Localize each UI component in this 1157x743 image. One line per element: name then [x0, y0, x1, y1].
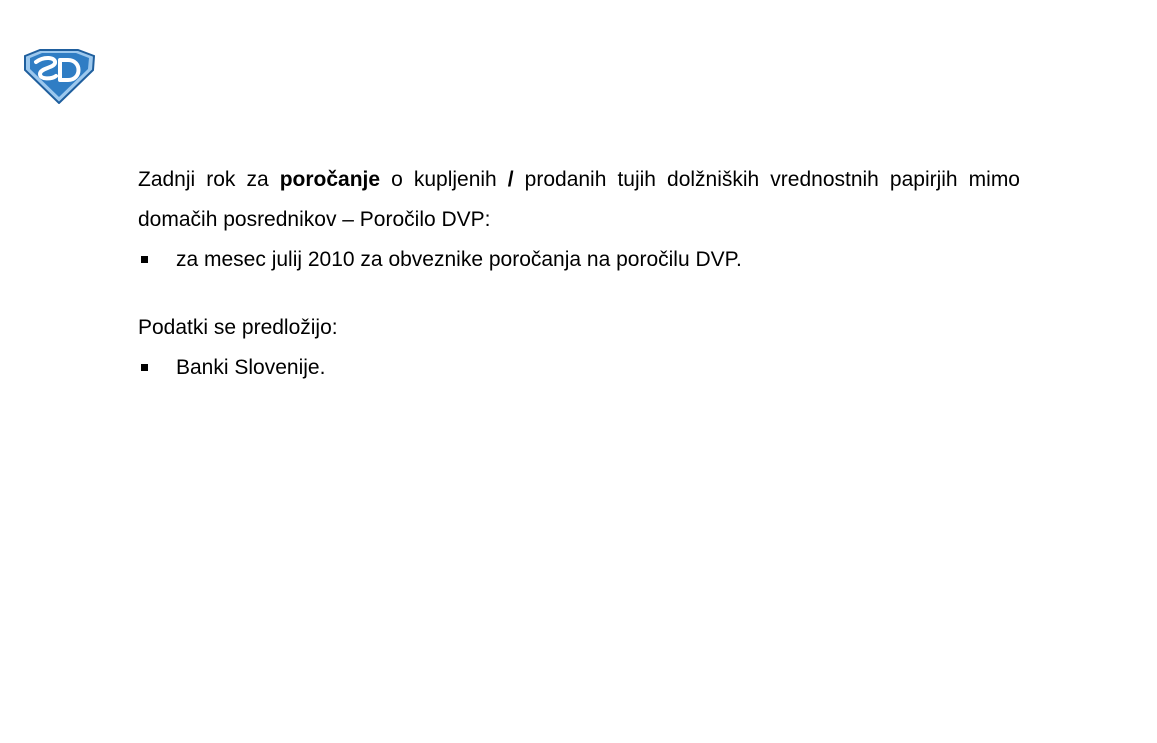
sd-logo: [22, 48, 96, 104]
square-bullet-icon: [141, 364, 148, 371]
deadline-paragraph: [138, 160, 1020, 240]
list-item-text: za mesec julij 2010 za obveznike poročanja na poročilu DVP.: [176, 248, 742, 271]
square-bullet-icon: [141, 256, 148, 263]
deadline-text-1: Zadnji rok za: [138, 168, 280, 191]
document-body: [138, 160, 1020, 388]
submission-paragraph: Podatki se predložijo:: [138, 316, 338, 339]
deadline-bullet-list: [138, 240, 1020, 280]
list-item: [138, 240, 1020, 280]
deadline-text-bold: poročanje: [279, 168, 381, 191]
list-item-text: Banki Slovenije.: [176, 356, 326, 379]
submission-bullet-list: [138, 348, 1020, 388]
deadline-text-3: prodanih tujih dolžniških vrednostnih papirjih mimo domačih posrednikov – Poročilo DVP:: [138, 168, 1020, 231]
deadline-text-2: o kupljenih: [380, 168, 508, 191]
deadline-text-slash: /: [507, 168, 514, 191]
spacer: [138, 280, 1020, 308]
list-item: [138, 348, 1020, 388]
